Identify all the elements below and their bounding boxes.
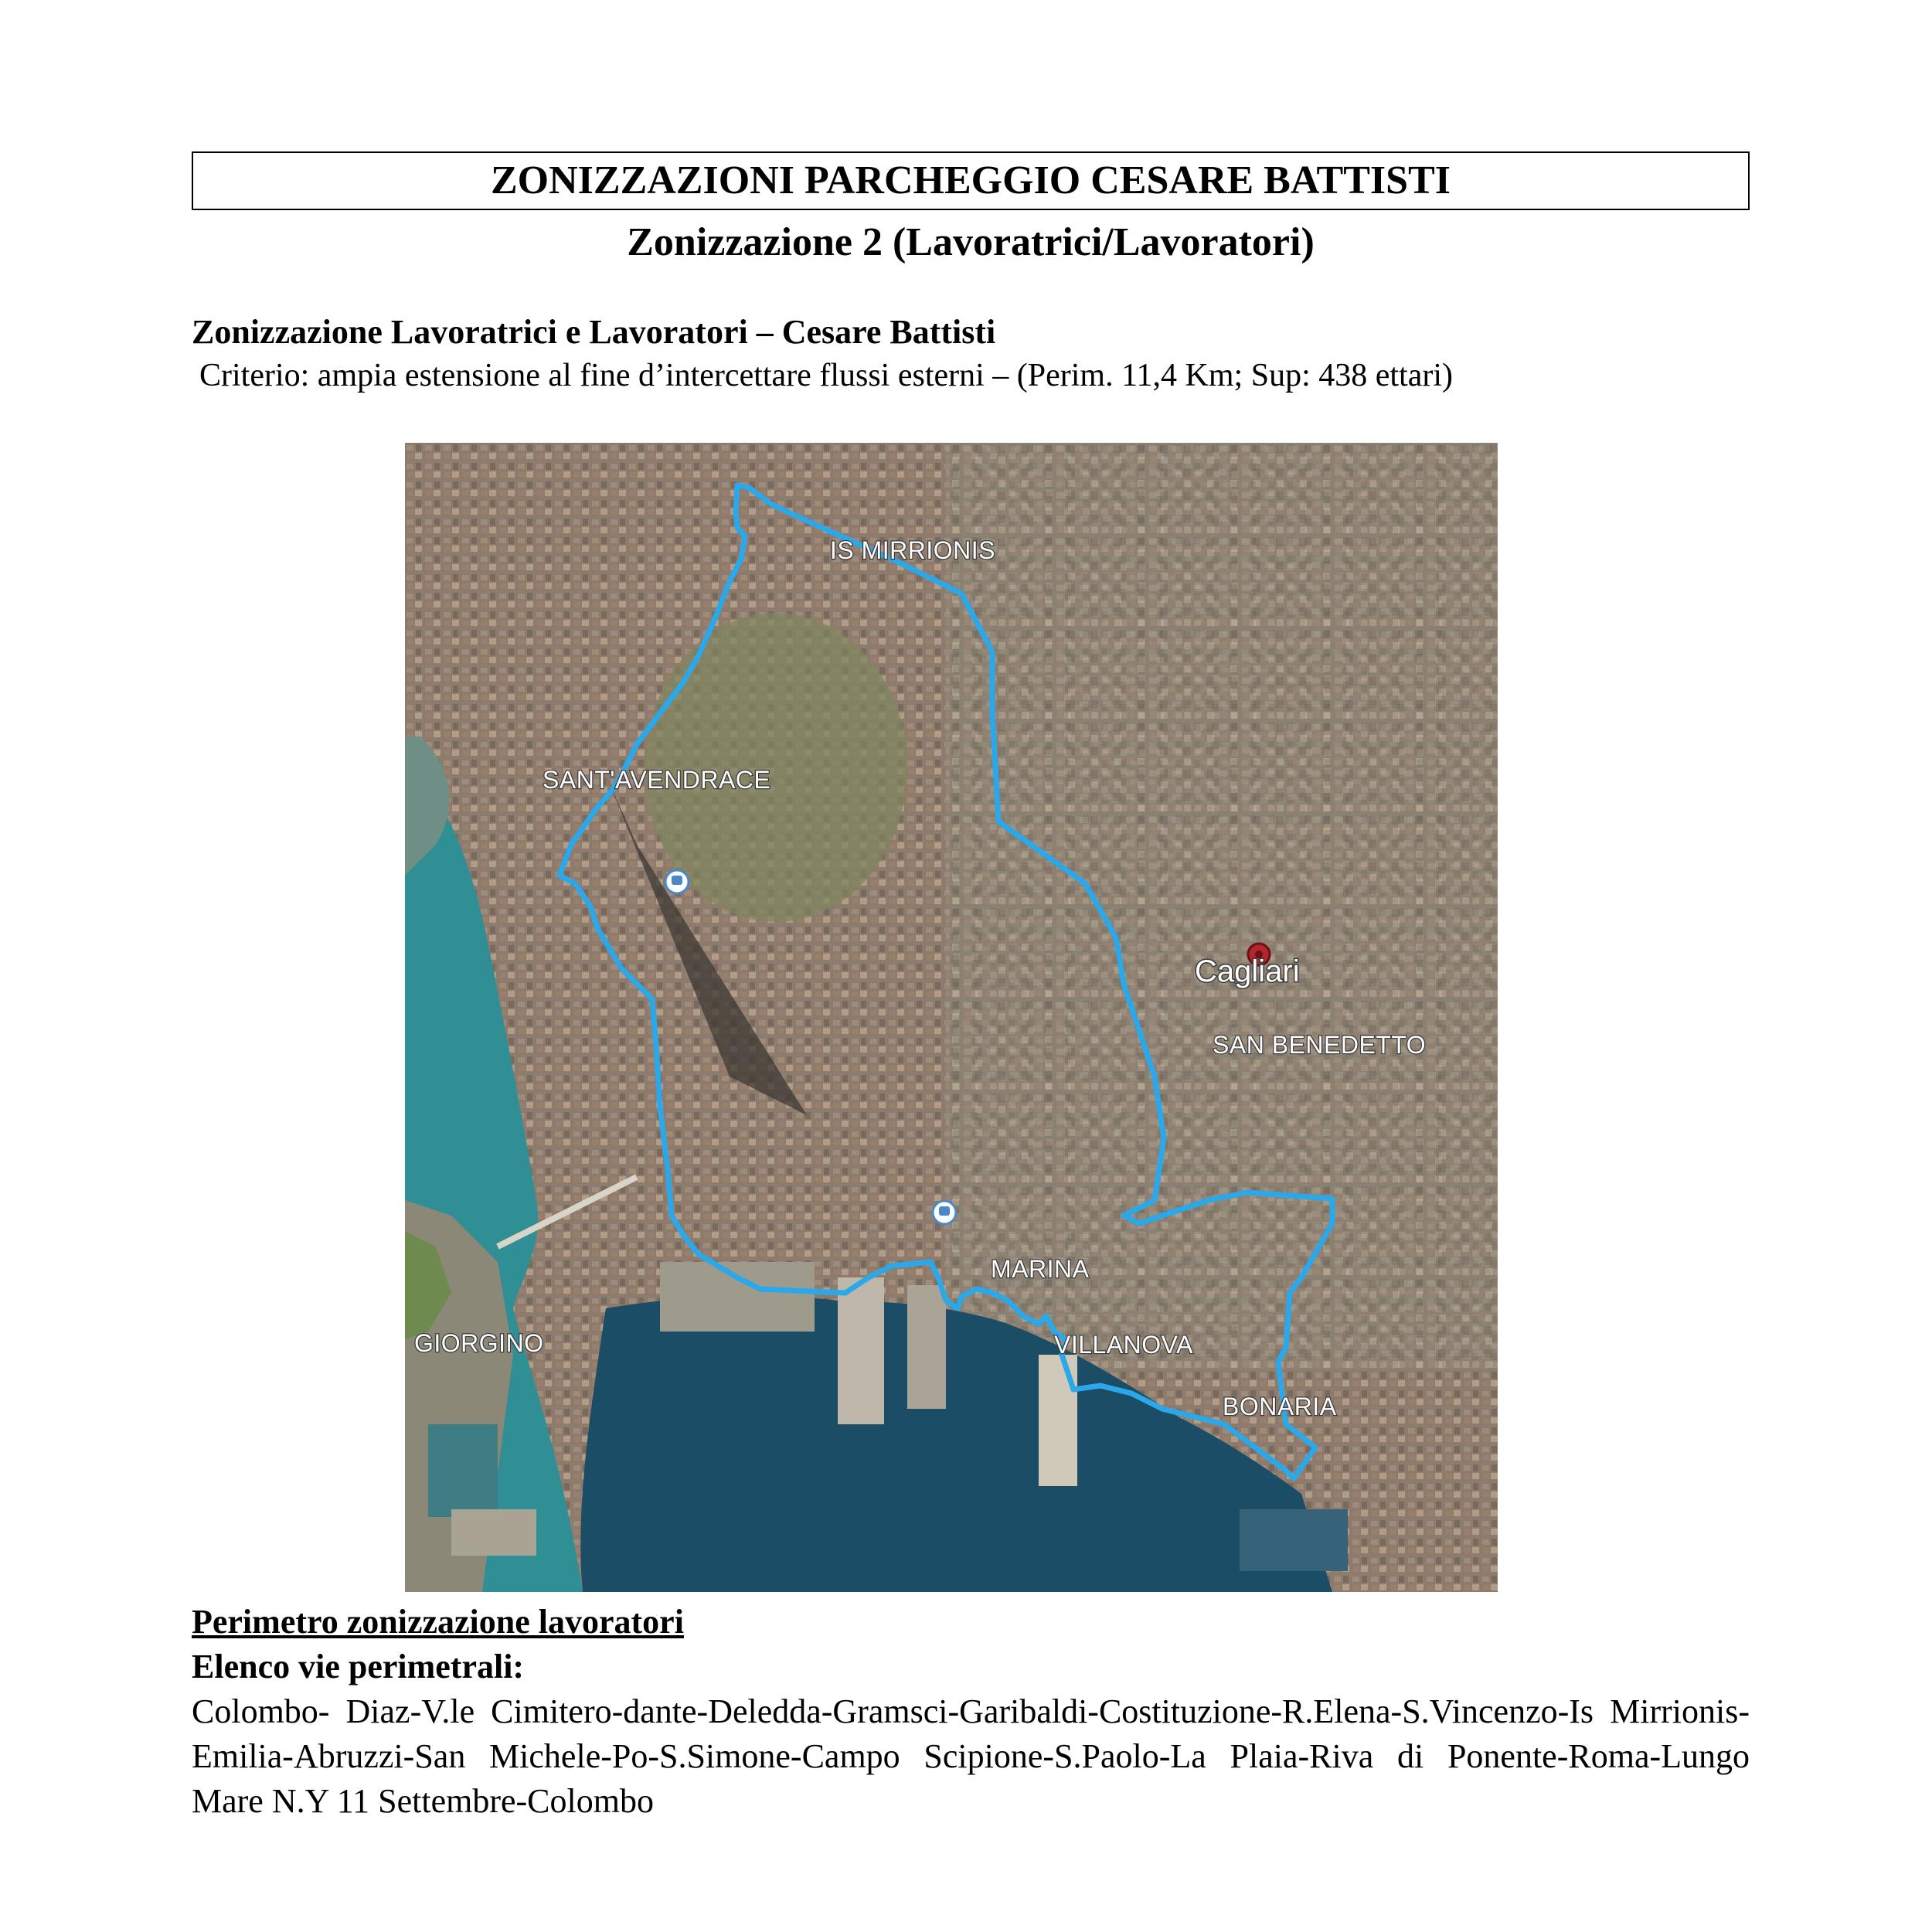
map-label-giorgino: GIORGINO — [414, 1329, 544, 1357]
map-label-bonaria: BONARIA — [1223, 1393, 1337, 1420]
criterion-text: Criterio: ampia estensione al fine d’intercettare flussi esterni – (Perim. 11,4 Km; Sup: 438 ettari) — [199, 358, 1454, 393]
giorgino-basin — [428, 1424, 498, 1517]
page-subtitle: Zonizzazione 2 (Lavoratrici/Lavoratori) — [627, 220, 1315, 264]
map-label-cagliari: Cagliari — [1195, 954, 1300, 988]
pier — [1039, 1355, 1077, 1486]
title-box — [192, 151, 1750, 210]
map-label-villanova: VILLANOVA — [1054, 1331, 1193, 1359]
map-label-san-benedetto: SAN BENEDETTO — [1213, 1031, 1427, 1059]
pier — [907, 1285, 946, 1409]
satellite-map — [405, 443, 1498, 1592]
street-list-heading: Elenco vie perimetrali: — [192, 1648, 525, 1685]
dock — [660, 1262, 815, 1332]
map-label-marina: MARINA — [991, 1255, 1090, 1283]
page-title: ZONIZZAZIONI PARCHEGGIO CESARE BATTISTI — [490, 158, 1451, 202]
section-heading: Zonizzazione Lavoratrici e Lavoratori – Cesare Battisti — [192, 313, 996, 351]
train-station-icon — [933, 1201, 956, 1224]
map-label-sant-avendrace: SANT'AVENDRACE — [543, 766, 771, 794]
street-list: Colombo- Diaz-V.le Cimitero-dante-Deledda-Gramsci-Garibaldi-Costituzione-R.Elena-S.Vincenzo-Is Mirrionis- Emilia-Abruzzi-San Michele-Po-S.Simone-Campo Scipione-S.Paolo-La Plaia-Riva di Ponente-Roma-Lungo Mare N.Y 11 Settembre-Colombo — [192, 1692, 1750, 1820]
pier — [838, 1277, 884, 1424]
marina-basin — [1240, 1509, 1348, 1571]
urban-area-east — [946, 443, 1498, 1370]
map-label-is-mirrionis: IS MIRRIONIS — [830, 536, 996, 564]
train-station-icon — [665, 870, 689, 893]
perimeter-heading: Perimetro zonizzazione lavoratori — [192, 1603, 684, 1641]
pier — [451, 1509, 536, 1556]
